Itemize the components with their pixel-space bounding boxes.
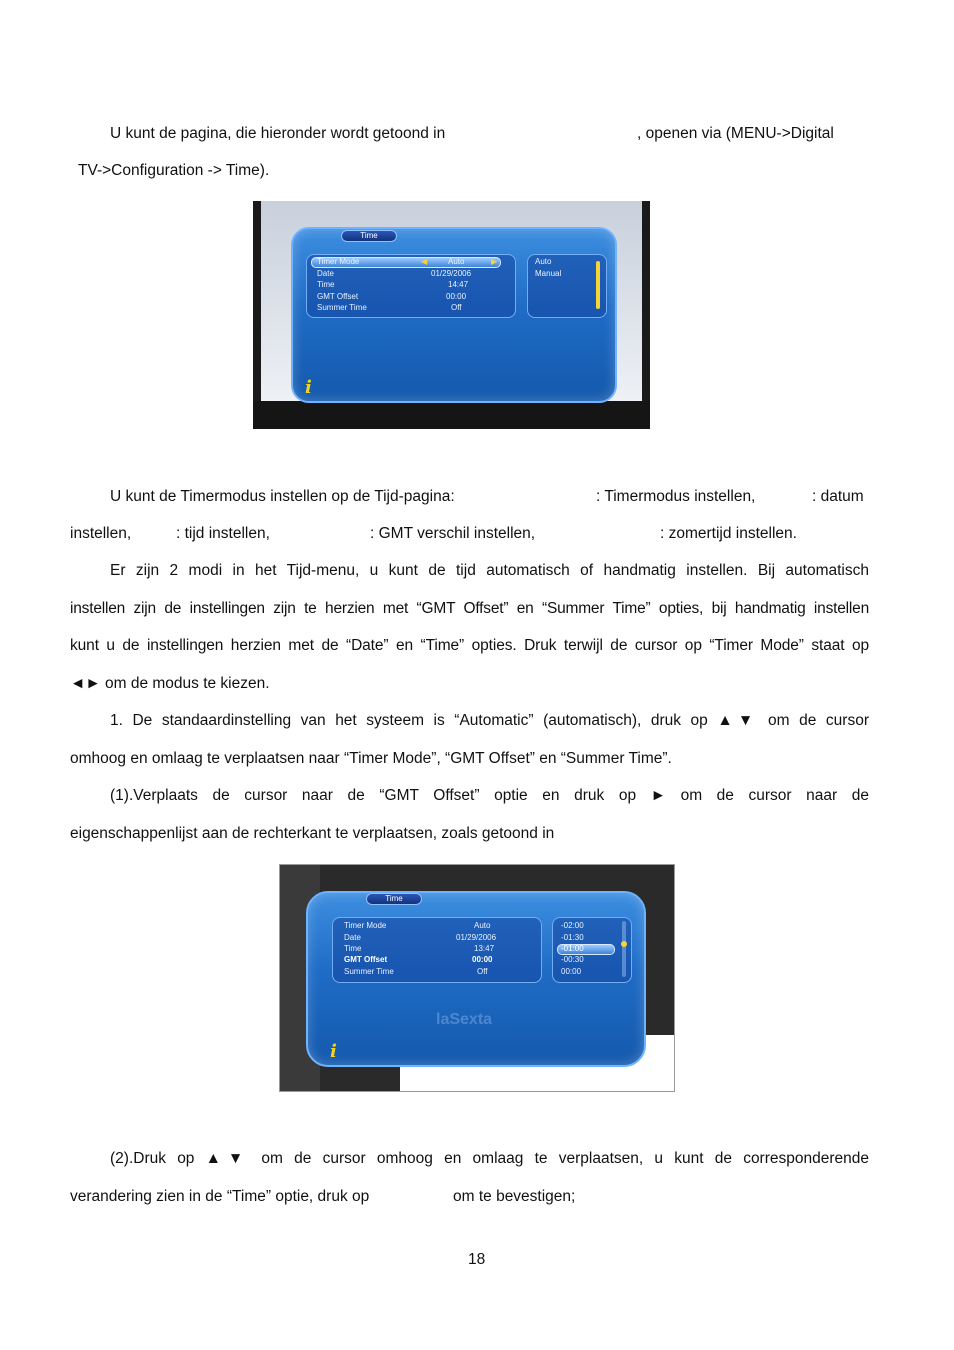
para2-line2-c: : GMT verschil instellen, <box>370 525 536 542</box>
row-label[interactable]: Time <box>344 944 362 953</box>
row-value: 14:47 <box>448 280 469 289</box>
para1-line1-end: , openen via (MENU->Digital <box>637 125 834 142</box>
info-icon: i <box>305 377 312 398</box>
para1-line1-start: U kunt de pagina, die hieronder wordt getoond in <box>110 125 446 142</box>
para2-line1-start: U kunt de Timermodus instellen op de Tijd-pagina: <box>110 488 455 505</box>
info-icon: i <box>330 1041 337 1062</box>
row-label[interactable]: Timer Mode <box>317 257 360 266</box>
scrollbar-thumb[interactable] <box>621 941 627 947</box>
para2-line1-end: : datum <box>812 488 864 505</box>
row-value: Off <box>451 303 462 312</box>
row-label[interactable]: Summer Time <box>317 303 367 312</box>
osd-title: Time <box>366 893 422 905</box>
time-menu-screenshot-auto <box>253 201 650 429</box>
para3-line1: Er zijn 2 modi in het Tijd-menu, u kunt de tijd automatisch of handmatig instellen. Bij automatisch <box>110 562 869 579</box>
row-label[interactable]: Date <box>317 269 334 278</box>
row-label[interactable]: GMT Offset <box>317 292 359 301</box>
row-value: Off <box>477 967 488 976</box>
para6-line2-end: om te bevestigen; <box>453 1188 576 1205</box>
option-item[interactable]: -02:00 <box>561 921 584 930</box>
option-item[interactable]: Manual <box>535 269 562 278</box>
para3-line4: ◄► om de modus te kiezen. <box>70 675 270 692</box>
option-item[interactable]: Auto <box>535 257 552 266</box>
row-label-active[interactable]: GMT Offset <box>344 955 388 964</box>
time-menu-screenshot-gmt <box>279 864 675 1092</box>
para1-line2: TV->Configuration -> Time). <box>78 162 270 179</box>
para2-line2-a: instellen, <box>70 525 132 542</box>
row-label[interactable]: Timer Mode <box>344 921 387 930</box>
row-value: Auto <box>448 257 465 266</box>
row-label[interactable]: Time <box>317 280 335 289</box>
option-item-selected[interactable]: -01:00 <box>561 944 584 953</box>
left-arrow-icon[interactable]: ◀ <box>421 257 428 266</box>
para2-line1-mid: : Timermodus instellen, <box>596 488 756 505</box>
row-value: Auto <box>474 921 491 930</box>
scrollbar[interactable] <box>596 261 600 309</box>
row-value: 01/29/2006 <box>431 269 472 278</box>
scrollbar-track[interactable] <box>622 921 626 977</box>
para5-line2: eigenschappenlijst aan de rechterkant te verplaatsen, zoals getoond in <box>70 825 555 842</box>
channel-watermark: laSexta <box>436 1011 493 1028</box>
option-item[interactable]: 00:00 <box>561 967 582 976</box>
para2-line2-d: : zomertijd instellen. <box>660 525 797 542</box>
para6-line1: (2).Druk op ▲▼ om de cursor omhoog en omlaag te verplaatsen, u kunt de corresponderende <box>110 1150 869 1167</box>
para6-line2-start: verandering zien in de “Time” optie, druk op <box>70 1188 370 1205</box>
row-value-active: 00:00 <box>472 955 493 964</box>
row-label[interactable]: Summer Time <box>344 967 394 976</box>
option-item[interactable]: -01:30 <box>561 933 584 942</box>
right-arrow-icon[interactable]: ▶ <box>491 257 498 266</box>
para3-line3: kunt u de instellingen herzien met de “Date” en “Time” opties. Druk terwijl de cursor op “Timer Mode” staat op <box>70 637 869 654</box>
row-value: 00:00 <box>446 292 467 301</box>
row-value: 13:47 <box>474 944 495 953</box>
para5-line1: (1).Verplaats de cursor naar de “GMT Offset” optie en druk op ► om de cursor naar de <box>110 787 869 804</box>
row-label[interactable]: Date <box>344 933 361 942</box>
row-value: 01/29/2006 <box>456 933 497 942</box>
para2-line2-b: : tijd instellen, <box>176 525 270 542</box>
para4-line1: 1. De standaardinstelling van het systeem is “Automatic” (automatisch), druk op ▲▼ om de cursor <box>110 712 869 729</box>
page-number: 18 <box>468 1251 486 1268</box>
screen-bottom-bar <box>253 401 650 429</box>
option-item[interactable]: -00:30 <box>561 955 584 964</box>
para3-line2: instellen zijn de instellingen zijn te herzien met “GMT Offset” en “Summer Time” opties, bij handmatig instellen <box>70 600 869 617</box>
osd-title: Time <box>341 230 397 242</box>
para4-line2: omhoog en omlaag te verplaatsen naar “Timer Mode”, “GMT Offset” en “Summer Time”. <box>70 750 672 767</box>
